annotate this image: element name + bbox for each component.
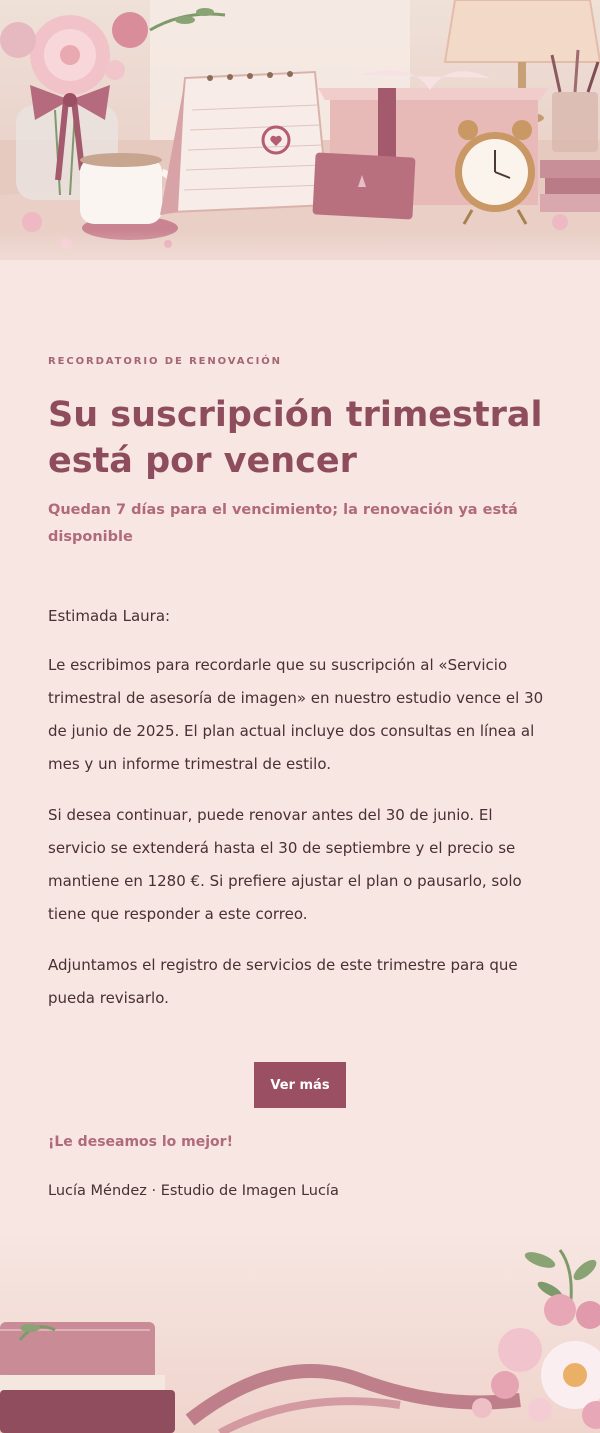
greeting: Estimada Laura:: [48, 607, 171, 625]
email-subtitle: Quedan 7 días para el vencimiento; la renovación ya está disponible: [48, 502, 518, 545]
view-more-button[interactable]: Ver más: [254, 1062, 346, 1108]
signature: Lucía Méndez · Estudio de Imagen Lucía: [48, 1183, 339, 1199]
books-icon: [0, 1322, 175, 1433]
hero-illustration: [0, 0, 600, 260]
footer-illustration: [0, 1230, 600, 1433]
body-paragraph: Si desea continuar, puede renovar antes del 30 de junio. El servicio se extenderá hasta el 30 de septiembre y el precio se mantiene en 1280 €. Si prefiere ajustar el plan o pausarlo, solo tiene que responder a este correo.: [48, 806, 522, 923]
body-paragraph: Le escribimos para recordarle que su suscripción al «Servicio trimestral de asesoría de imagen» en nuestro estudio vence el 30 de junio de 2025. El plan actual incluye dos consultas en línea al mes y un informe trimestral de estilo.: [48, 656, 544, 773]
closing-wish: ¡Le deseamos lo mejor!: [48, 1134, 233, 1150]
eyebrow-label: RECORDATORIO DE RENOVACIÓN: [48, 356, 282, 367]
email-title: Su suscripción trimestral está por vencer: [48, 395, 543, 481]
card-icon: [312, 152, 415, 219]
body-paragraph: Adjuntamos el registro de servicios de este trimestre para que pueda revisarlo.: [48, 956, 518, 1007]
calendar-icon: [160, 71, 328, 215]
